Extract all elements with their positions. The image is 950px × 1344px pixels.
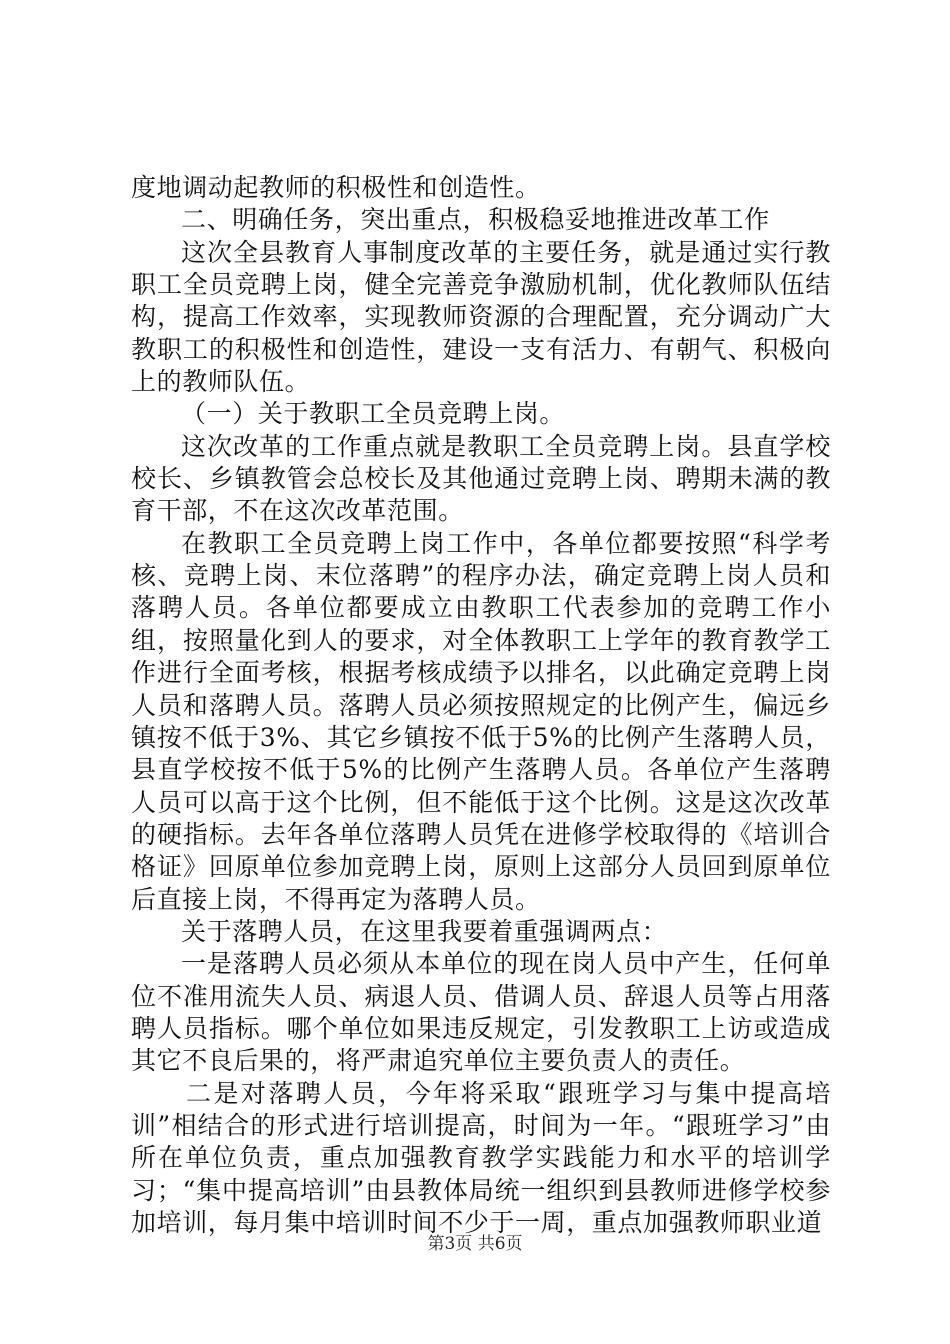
paragraph-procedure: 在教职工全员竞聘上岗工作中，各单位都要按照“科学考核、竞聘上岗、末位落聘”的程序办法，确定竞聘上岗人员和落聘人员。各单位都要成立由教职工代表参加的竞聘工作小组，按照量化到人的要求，对全体教职工上学年的教育教学工作进行全面考核，根据考核成绩予以排名，以此确定竞聘上岗人员和落聘人员。落聘人员必须按照规定的比例产生，偏远乡镇按不低于3%、其它乡镇按不低于5%的比例产生落聘人员，县直学校按不低于5%的比例产生落聘人员。各单位产生落聘人员可以高于这个比例，但不能低于这个比例。这是这次改革的硬指标。去年各单位落聘人员凭在进修学校取得的《培训合格证》回原单位参加竞聘上岗，原则上这部分人员回到原单位后直接上岗，不得再定为落聘人员。	[131, 528, 831, 914]
page-number-footer: 第3页 共6页	[427, 1234, 523, 1254]
subsection-heading: （一）关于教职工全员竞聘上岗。	[181, 399, 566, 429]
paragraph-work-focus: 这次改革的工作重点就是教职工全员竞聘上岗。县直学校校长、乡镇教管会总校长及其他通过竞聘上岗、聘期未满的教育干部，不在这次改革范围。	[131, 431, 831, 526]
paragraph-continuation: 度地调动起教师的积极性和创造性。	[131, 173, 541, 202]
paragraph-main-task: 这次全县教育人事制度改革的主要任务，就是通过实行教职工全员竞聘上岗，健全完善竞争激励机制，优化教师队伍结构，提高工作效率，实现教师资源的合理配置，充分调动广大教职工的积极性和创造性，建设一支有活力、有朝气、积极向上的教师队伍。	[131, 237, 831, 397]
paragraph-point-two: 二是对落聘人员，今年将采取“跟班学习与集中提高培训”相结合的形式进行培训提高，时间为一年。“跟班学习”由所在单位负责，重点加强教育教学实践能力和水平的培训学习；“集中提高培训”由县教体局统一组织到县教师进修学校参加培训，每月集中培训时间不少于一周，重点加强教师职业道	[131, 1078, 831, 1237]
document-body	[131, 172, 831, 1239]
section-heading: 二、明确任务，突出重点，积极稳妥地推进改革工作	[181, 205, 770, 235]
paragraph-emphasis-intro: 关于落聘人员，在这里我要着重强调两点：	[181, 916, 668, 946]
paragraph-point-one: 一是落聘人员必须从本单位的现在岗人员中产生，任何单位不准用流失人员、病退人员、借调人员、辞退人员等占用落聘人员指标。哪个单位如果违反规定，引发教职工上访或造成其它不良后果的，将严肃追究单位主要负责人的责任。	[131, 949, 831, 1076]
